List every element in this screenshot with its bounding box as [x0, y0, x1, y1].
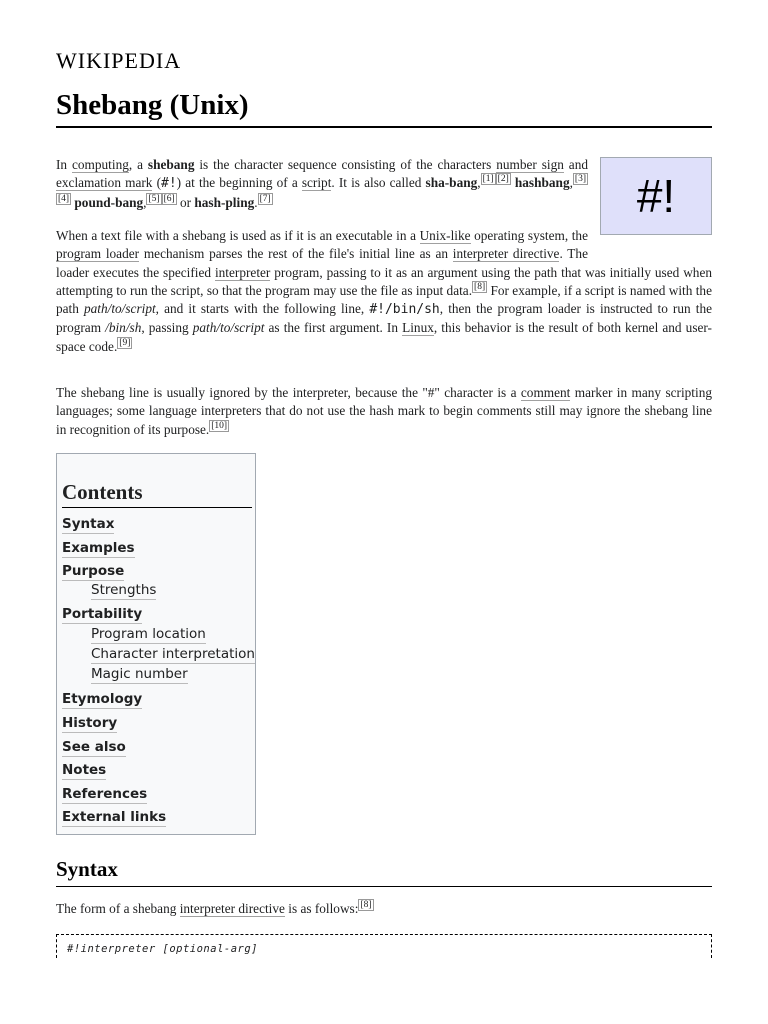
- ref-4[interactable]: [4]: [58, 193, 70, 204]
- toc-item-strengths[interactable]: Strengths: [91, 582, 157, 598]
- text: The shebang line is usually ignored by the interpreter, because the "#" character is a: [56, 385, 521, 400]
- text: For example, if a script is named with the path: [56, 282, 712, 317]
- link-interpreter-directive[interactable]: interpreter directive: [452, 246, 560, 262]
- toc-item-program-location[interactable]: Program location: [91, 626, 206, 642]
- toc-item-external-links[interactable]: External links: [62, 809, 167, 825]
- intro-paragraph: In computing, a shebang is the character sequence consisting of the characters number sign and exclamation mark (#!) at the beginning of a script. It is also called sha-bang, [1] [2] hashbang, [3][4] pound-bang, [5] [6] or hash-pling. [7]: [56, 157, 589, 210]
- ref-6[interactable]: [6]: [163, 193, 175, 204]
- ref-7[interactable]: [7]: [259, 193, 271, 204]
- text: is the character sequence consisting of the characters: [194, 157, 497, 172]
- link-comment[interactable]: comment: [520, 385, 571, 400]
- toc-item-references[interactable]: References: [62, 786, 148, 802]
- text: is as follows:: [284, 901, 359, 916]
- italic-path: path/to/script: [84, 301, 156, 317]
- link-unix-like[interactable]: Unix-like: [419, 228, 471, 243]
- text: In: [56, 157, 72, 172]
- page-title: Shebang (Unix): [56, 86, 712, 128]
- text: , this behavior is the result of both kernel and user-space code.: [56, 320, 712, 354]
- text: mechanism parses the rest of the file's initial line as an: [139, 246, 453, 262]
- text: ) at the beginning of a: [176, 175, 302, 191]
- toc-item-character-interpretation[interactable]: Character interpretation: [91, 646, 255, 662]
- section-heading-syntax: Syntax: [56, 856, 712, 887]
- link-program-loader[interactable]: program loader: [56, 246, 140, 262]
- shebang-symbol-infobox: #!: [600, 157, 712, 235]
- link-computing[interactable]: computing: [71, 157, 129, 172]
- ref-5[interactable]: [5]: [148, 193, 160, 204]
- syntax-code-block: #!interpreter [optional-arg]: [56, 934, 712, 958]
- comment-paragraph: [56, 384, 712, 439]
- link-exclamation-mark[interactable]: exclamation mark: [56, 175, 153, 191]
- toc-item-purpose[interactable]: Purpose: [62, 563, 125, 579]
- link-script[interactable]: script: [301, 175, 332, 191]
- term-pound-bang: pound-bang: [74, 194, 144, 210]
- italic-path: path/to/script: [192, 320, 265, 336]
- table-of-contents: [56, 453, 256, 835]
- ref-8[interactable]: [8]: [474, 281, 486, 292]
- toc-item-see-also[interactable]: See also: [62, 739, 126, 755]
- wikipedia-wordmark[interactable]: WIKIPEDIA: [56, 48, 182, 73]
- ref-9[interactable]: [9]: [119, 337, 131, 348]
- toc-item-history[interactable]: History: [62, 715, 118, 731]
- text: (: [152, 175, 161, 191]
- link-interpreter[interactable]: interpreter: [214, 264, 271, 280]
- toc-item-examples[interactable]: Examples: [62, 540, 135, 556]
- text: When a text file with a shebang is used as if it is an executable in a: [56, 228, 420, 243]
- term-hash-pling: hash-pling: [194, 194, 255, 210]
- text: . The loader executes the specified: [56, 246, 588, 280]
- ref-10[interactable]: [10]: [211, 420, 228, 431]
- toc-item-notes[interactable]: Notes: [62, 762, 107, 778]
- ref-3[interactable]: [3]: [574, 174, 586, 185]
- link-number-sign[interactable]: number sign: [496, 157, 564, 172]
- ref-2[interactable]: [2]: [497, 174, 509, 185]
- italic-binsh: /bin/sh: [105, 320, 142, 336]
- syntax-paragraph: [56, 900, 712, 918]
- toc-item-magic-number[interactable]: Magic number: [91, 666, 188, 682]
- text: The form of a shebang: [56, 901, 180, 916]
- term-hashbang: hashbang: [514, 175, 570, 191]
- text: marker in many scripting languages; some language interpreters that do not use the hash mark to begin comments still may ignore the shebang line in recognition of its purpose.: [56, 385, 712, 437]
- toc-item-portability[interactable]: Portability: [62, 606, 143, 622]
- ref-1[interactable]: [1]: [482, 174, 494, 185]
- text: . It is also called: [331, 175, 426, 191]
- text: , and it starts with the following line,: [155, 301, 370, 317]
- loader-paragraph: [56, 227, 712, 356]
- term-sha-bang: sha-bang: [425, 175, 478, 191]
- term-shebang: shebang: [147, 157, 195, 172]
- text: or: [176, 194, 195, 210]
- text: , passing: [141, 320, 193, 336]
- toc-item-etymology[interactable]: Etymology: [62, 691, 143, 707]
- inline-code: #!: [161, 176, 177, 192]
- text: and: [563, 157, 589, 172]
- text: program, passing to it as an argument using the path that was initially used when attempting to run the script, so that the program may use the file as input data.: [56, 264, 712, 298]
- text: operating system, the: [470, 228, 588, 243]
- inline-code: #!/bin/sh: [369, 302, 440, 318]
- text: as the first argument. In: [264, 320, 403, 336]
- infobox-spacer: [588, 227, 712, 263]
- text: , then the program loader is instructed to run the program: [56, 301, 713, 336]
- text: , a: [128, 157, 148, 172]
- toc-item-syntax[interactable]: Syntax: [62, 516, 115, 532]
- ref-8[interactable]: [8]: [360, 900, 372, 910]
- toc-title: Contents: [62, 480, 252, 508]
- link-linux[interactable]: Linux: [402, 320, 434, 336]
- link-interpreter-directive[interactable]: interpreter directive: [179, 901, 285, 916]
